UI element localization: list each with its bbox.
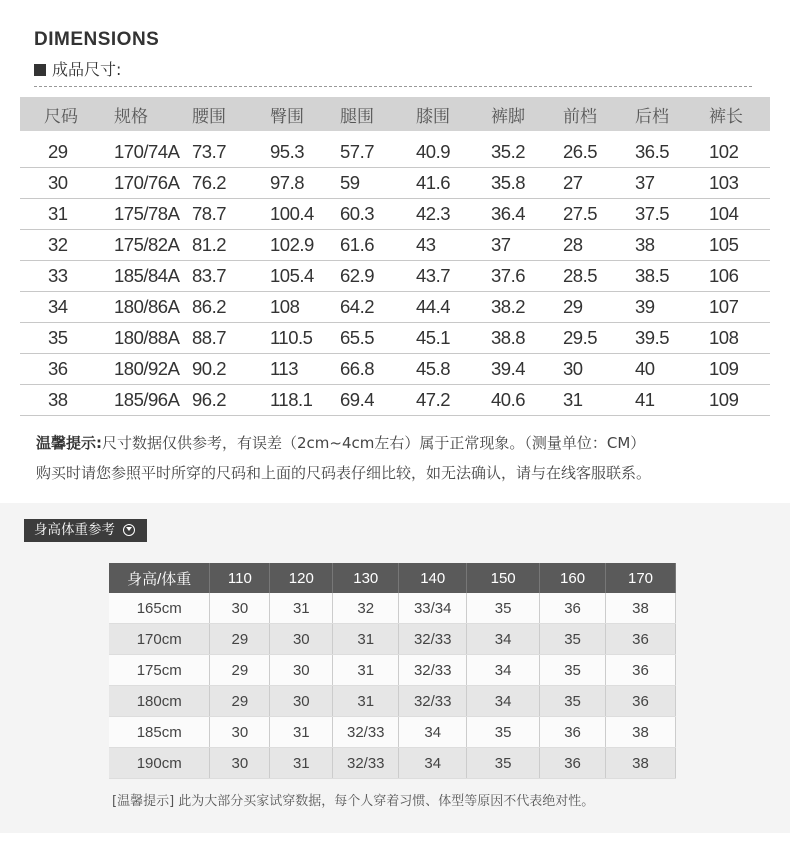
size-cell: 175/78A — [104, 199, 192, 230]
size-cell: 32 — [20, 230, 104, 261]
chevron-down-circle-icon — [123, 524, 135, 536]
size-cell: 29 — [563, 292, 635, 323]
hw-cell: 36 — [606, 655, 676, 686]
size-cell: 38.8 — [491, 323, 563, 354]
size-table-body — [20, 131, 770, 416]
size-cell: 96.2 — [192, 385, 270, 416]
size-cell: 43 — [416, 230, 491, 261]
hw-cell: 31 — [333, 655, 399, 686]
size-cell: 40.9 — [416, 137, 491, 168]
size-col-header: 后档 — [635, 97, 709, 131]
size-cell: 43.7 — [416, 261, 491, 292]
height-weight-table — [109, 563, 676, 779]
size-cell: 180/86A — [104, 292, 192, 323]
size-cell: 108 — [270, 292, 340, 323]
hw-cell: 30 — [210, 717, 270, 748]
size-cell: 37 — [491, 230, 563, 261]
hw-cell: 34 — [467, 655, 540, 686]
size-cell: 109 — [709, 354, 770, 385]
size-cell: 175/82A — [104, 230, 192, 261]
size-cell: 36 — [20, 354, 104, 385]
hw-cell: 32/33 — [399, 686, 467, 717]
size-cell: 105 — [709, 230, 770, 261]
size-cell: 107 — [709, 292, 770, 323]
size-cell: 29.5 — [563, 323, 635, 354]
size-cell: 38 — [20, 385, 104, 416]
size-cell: 39.4 — [491, 354, 563, 385]
hw-cell: 35 — [540, 686, 606, 717]
size-col-header: 裤脚 — [491, 97, 563, 131]
hw-cell: 31 — [270, 717, 333, 748]
hw-col-header: 160 — [540, 563, 606, 593]
size-cell: 185/84A — [104, 261, 192, 292]
size-col-header: 腿围 — [340, 97, 416, 131]
size-cell: 47.2 — [416, 385, 491, 416]
size-cell: 180/88A — [104, 323, 192, 354]
hw-cell: 29 — [210, 655, 270, 686]
hw-cell: 36 — [540, 593, 606, 624]
size-subtitle-text: 成品尺寸: — [52, 60, 122, 79]
height-weight-tag-label: 身高体重参考 — [34, 522, 115, 538]
size-cell: 29 — [20, 137, 104, 168]
hw-cell: 32/33 — [399, 624, 467, 655]
size-table-row — [20, 292, 770, 323]
hw-cell: 34 — [467, 686, 540, 717]
size-cell: 26.5 — [563, 137, 635, 168]
height-weight-section — [0, 503, 790, 833]
size-cell: 97.8 — [270, 168, 340, 199]
height-weight-header — [109, 563, 676, 593]
hw-cell: 36 — [606, 686, 676, 717]
size-table-row — [20, 137, 770, 168]
hw-cell: 31 — [333, 624, 399, 655]
hw-cell: 38 — [606, 748, 676, 779]
size-col-header: 规格 — [104, 97, 192, 131]
size-table-row — [20, 323, 770, 354]
size-cell: 39.5 — [635, 323, 709, 354]
size-cell: 185/96A — [104, 385, 192, 416]
size-table-row — [20, 230, 770, 261]
hw-cell: 165cm — [109, 593, 210, 624]
hw-col-header: 110 — [210, 563, 270, 593]
hw-cell: 31 — [333, 686, 399, 717]
size-cell: 33 — [20, 261, 104, 292]
height-weight-footnote: [温馨提示] 此为大部分买家试穿数据，每个人穿着习惯、体型等原因不代表绝对性。 — [112, 794, 595, 809]
size-cell: 60.3 — [340, 199, 416, 230]
size-cell: 41.6 — [416, 168, 491, 199]
hw-cell: 35 — [540, 624, 606, 655]
hw-cell: 32/33 — [333, 748, 399, 779]
size-cell: 28.5 — [563, 261, 635, 292]
hw-table-row — [109, 717, 676, 748]
hw-cell: 32 — [333, 593, 399, 624]
hw-cell: 34 — [399, 717, 467, 748]
size-cell: 81.2 — [192, 230, 270, 261]
hw-cell: 35 — [540, 655, 606, 686]
size-table — [20, 97, 770, 416]
size-cell: 100.4 — [270, 199, 340, 230]
size-cell: 44.4 — [416, 292, 491, 323]
hw-cell: 36 — [540, 748, 606, 779]
size-cell: 78.7 — [192, 199, 270, 230]
hw-cell: 29 — [210, 686, 270, 717]
hw-cell: 190cm — [109, 748, 210, 779]
size-col-header: 前档 — [563, 97, 635, 131]
hw-col-header: 140 — [399, 563, 467, 593]
size-cell: 27.5 — [563, 199, 635, 230]
size-cell: 37 — [635, 168, 709, 199]
size-cell: 28 — [563, 230, 635, 261]
hw-cell: 29 — [210, 624, 270, 655]
note-label: 温馨提示: — [36, 434, 102, 452]
size-cell: 64.2 — [340, 292, 416, 323]
size-cell: 45.1 — [416, 323, 491, 354]
size-cell: 35.2 — [491, 137, 563, 168]
hw-cell: 32/33 — [399, 655, 467, 686]
hw-cell: 34 — [467, 624, 540, 655]
dimensions-title: DIMENSIONS — [34, 29, 160, 50]
size-cell: 66.8 — [340, 354, 416, 385]
size-cell: 35.8 — [491, 168, 563, 199]
size-cell: 30 — [20, 168, 104, 199]
size-cell: 102 — [709, 137, 770, 168]
size-cell: 38.5 — [635, 261, 709, 292]
size-cell: 62.9 — [340, 261, 416, 292]
size-cell: 42.3 — [416, 199, 491, 230]
size-cell: 73.7 — [192, 137, 270, 168]
size-cell: 41 — [635, 385, 709, 416]
size-cell: 180/92A — [104, 354, 192, 385]
size-cell: 37.6 — [491, 261, 563, 292]
size-cell: 61.6 — [340, 230, 416, 261]
size-cell: 39 — [635, 292, 709, 323]
size-cell: 109 — [709, 385, 770, 416]
size-cell: 27 — [563, 168, 635, 199]
size-cell: 37.5 — [635, 199, 709, 230]
size-cell: 105.4 — [270, 261, 340, 292]
size-cell: 118.1 — [270, 385, 340, 416]
size-cell: 30 — [563, 354, 635, 385]
size-cell: 59 — [340, 168, 416, 199]
hw-table-row — [109, 593, 676, 624]
hw-cell: 35 — [467, 717, 540, 748]
size-cell: 40 — [635, 354, 709, 385]
size-table-row — [20, 385, 770, 416]
hw-col-header: 身高/体重 — [109, 563, 210, 593]
hw-cell: 33/34 — [399, 593, 467, 624]
hw-col-header: 170 — [606, 563, 676, 593]
hw-col-header: 120 — [270, 563, 333, 593]
size-cell: 108 — [709, 323, 770, 354]
size-cell: 34 — [20, 292, 104, 323]
size-cell: 69.4 — [340, 385, 416, 416]
hw-cell: 180cm — [109, 686, 210, 717]
size-cell: 38 — [635, 230, 709, 261]
size-subtitle — [34, 57, 121, 80]
size-cell: 113 — [270, 354, 340, 385]
size-cell: 104 — [709, 199, 770, 230]
size-col-header: 裤长 — [709, 97, 770, 131]
hw-cell: 36 — [606, 624, 676, 655]
hw-cell: 30 — [210, 593, 270, 624]
height-weight-tag[interactable] — [24, 519, 147, 542]
size-table-row — [20, 168, 770, 199]
size-cell: 45.8 — [416, 354, 491, 385]
size-cell: 76.2 — [192, 168, 270, 199]
hw-cell: 35 — [467, 748, 540, 779]
hw-col-header: 150 — [467, 563, 540, 593]
hw-cell: 170cm — [109, 624, 210, 655]
hw-cell: 36 — [540, 717, 606, 748]
hw-cell: 185cm — [109, 717, 210, 748]
size-table-row — [20, 199, 770, 230]
size-cell: 31 — [563, 385, 635, 416]
hw-cell: 175cm — [109, 655, 210, 686]
hw-cell: 32/33 — [333, 717, 399, 748]
size-cell: 95.3 — [270, 137, 340, 168]
size-cell: 170/74A — [104, 137, 192, 168]
dashed-divider — [34, 86, 752, 87]
hw-table-row — [109, 748, 676, 779]
size-cell: 83.7 — [192, 261, 270, 292]
hw-cell: 35 — [467, 593, 540, 624]
purchase-note: 购买时请您参照平时所穿的尺码和上面的尺码表仔细比较，如无法确认，请与在线客服联系。 — [36, 464, 652, 482]
hw-cell: 31 — [270, 748, 333, 779]
size-cell: 106 — [709, 261, 770, 292]
size-col-header: 腰围 — [192, 97, 270, 131]
note-line1: 尺寸数据仅供参考，有误差（2cm~4cm左右）属于正常现象。（测量单位：CM） — [102, 434, 646, 452]
size-cell: 65.5 — [340, 323, 416, 354]
height-weight-body — [109, 593, 676, 779]
size-table-row — [20, 261, 770, 292]
measurement-note — [36, 432, 645, 453]
hw-cell: 30 — [270, 624, 333, 655]
size-cell: 110.5 — [270, 323, 340, 354]
size-col-header: 膝围 — [416, 97, 491, 131]
square-bullet-icon — [34, 64, 46, 76]
size-table-header — [20, 97, 770, 131]
hw-table-row — [109, 655, 676, 686]
hw-cell: 31 — [270, 593, 333, 624]
size-cell: 57.7 — [340, 137, 416, 168]
hw-cell: 34 — [399, 748, 467, 779]
hw-cell: 30 — [270, 686, 333, 717]
size-cell: 90.2 — [192, 354, 270, 385]
size-cell: 36.4 — [491, 199, 563, 230]
size-cell: 102.9 — [270, 230, 340, 261]
hw-table-row — [109, 624, 676, 655]
size-cell: 35 — [20, 323, 104, 354]
size-cell: 40.6 — [491, 385, 563, 416]
size-cell: 38.2 — [491, 292, 563, 323]
hw-cell: 38 — [606, 717, 676, 748]
hw-cell: 30 — [210, 748, 270, 779]
size-cell: 31 — [20, 199, 104, 230]
size-cell: 36.5 — [635, 137, 709, 168]
size-table-row — [20, 354, 770, 385]
size-cell: 86.2 — [192, 292, 270, 323]
size-cell: 170/76A — [104, 168, 192, 199]
hw-table-row — [109, 686, 676, 717]
hw-col-header: 130 — [333, 563, 399, 593]
size-col-header: 臀围 — [270, 97, 340, 131]
size-cell: 103 — [709, 168, 770, 199]
size-col-header: 尺码 — [20, 97, 104, 131]
hw-cell: 30 — [270, 655, 333, 686]
hw-cell: 38 — [606, 593, 676, 624]
size-cell: 88.7 — [192, 323, 270, 354]
